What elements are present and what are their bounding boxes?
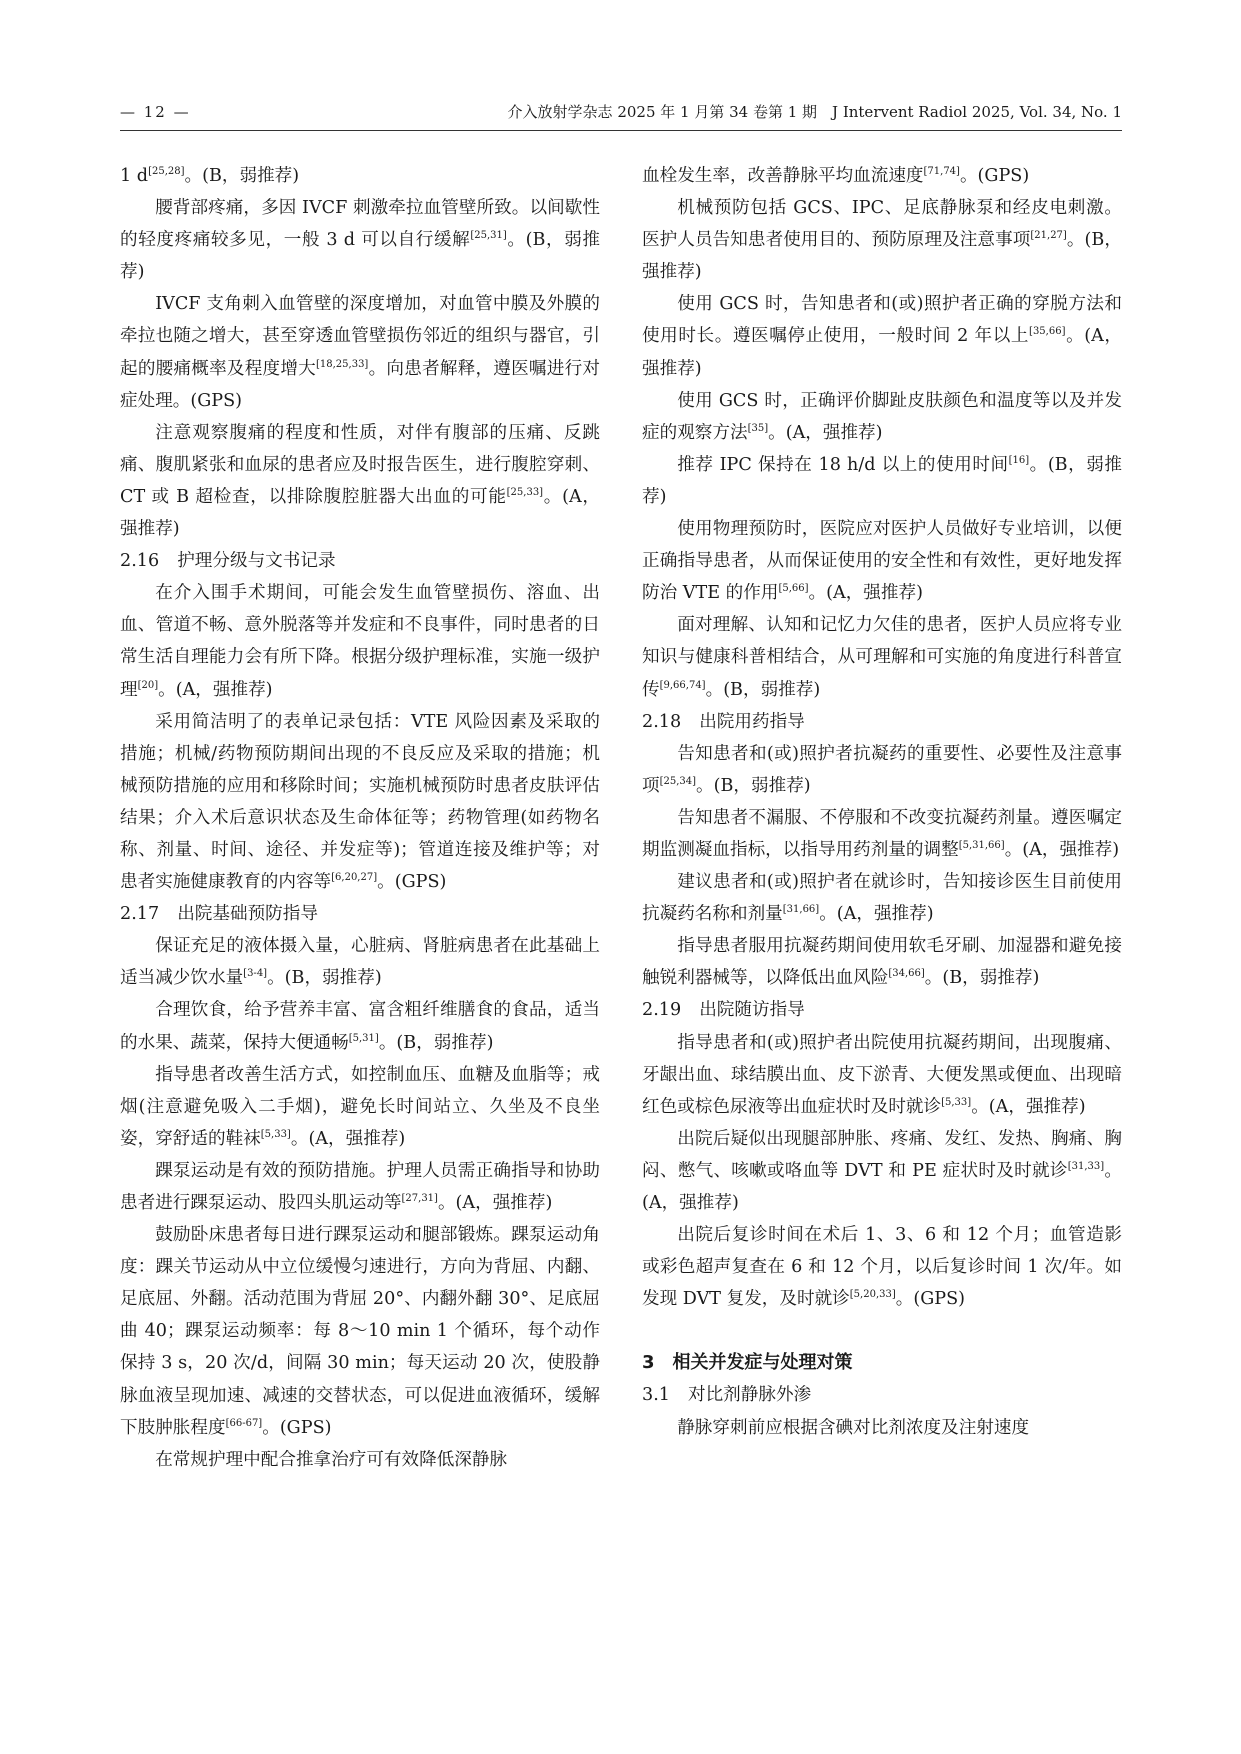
citation-ref: [66-67]: [225, 1417, 263, 1429]
paragraph: 在介入围手术期间，可能会发生血管壁损伤、溶血、出血、管道不畅、意外脱落等并发症和不良事件，同时患者的日常生活自理能力会有所下降。根据分级护理标准，实施一级护理[20]。(A，强推荐): [120, 583, 600, 700]
section-heading-3: 3 相关并发症与处理对策: [642, 1352, 853, 1374]
citation-ref: [5,33]: [941, 1096, 972, 1108]
citation-ref: [20]: [137, 679, 159, 691]
paragraph: 注意观察腹痛的程度和性质，对伴有腹部的压痛、反跳痛、腹肌紧张和血尿的患者应及时报告医生，进行腹腔穿刺、CT 或 B 超检查，以排除腹腔脏器大出血的可能[25,33]。(A，强推荐): [120, 422, 601, 540]
paragraph: 踝泵运动是有效的预防措施。护理人员需正确指导和协助患者进行踝泵运动、股四头肌运动等[27,31]。(A，强推荐): [120, 1160, 600, 1213]
paragraph: 在常规护理中配合推拿治疗可有效降低深静脉: [155, 1449, 508, 1470]
paragraph: 血栓发生率，改善静脉平均血流速度[71,74]。(GPS): [642, 166, 1030, 186]
citation-ref: [21,27]: [1030, 230, 1067, 242]
paragraph: 保证充足的液体摄入量，心脏病、肾脏病患者在此基础上适当减少饮水量[3-4]。(B，弱推荐): [120, 936, 600, 989]
citation-ref: [35,66]: [1029, 326, 1066, 338]
citation-ref: [31,33]: [1067, 1160, 1105, 1172]
paragraph: 推荐 IPC 保持在 18 h/d 以上的使用时间[16]。(B，弱推荐): [642, 454, 1123, 507]
citation-ref: [18,25,33]: [316, 358, 369, 370]
citation-ref: [6,20,27]: [331, 872, 378, 884]
citation-ref: [27,31]: [401, 1193, 438, 1204]
paragraph: 出院后复诊时间在术后 1、3、6 和 12 个月；血管造影或彩色超声复查在 6 和 12 个月，以后复诊时间 1 次/年。如发现 DVT 复发，及时就诊[5,20,33]。(GPS): [642, 1225, 1122, 1310]
paragraph: 指导患者服用抗凝药期间使用软毛牙刷、加湿器和避免接触锐利器械等，以降低出血风险[34,66]。(B，弱推荐): [642, 936, 1122, 989]
paragraph: 合理饮食，给予营养丰富、富含粗纤维膳食的食品，适当的水果、蔬菜，保持大便通畅[5,31]。(B，弱推荐): [120, 1000, 600, 1053]
citation-ref: [3-4]: [243, 968, 268, 980]
paragraph: 使用 GCS 时，正确评价脚趾皮肤颜色和温度等以及并发症的观察方法[35]。(A，强推荐): [642, 390, 1122, 443]
running-header: [120, 100, 1122, 124]
header-rule: [120, 130, 1122, 131]
paragraph: 机械预防包括 GCS、IPC、足底静脉泵和经皮电刺激。医护人员告知患者使用目的、预防原理及注意事项[21,27]。(B，强推荐): [642, 198, 1122, 283]
citation-ref: [35]: [747, 422, 769, 434]
citation-ref: [5,33]: [260, 1128, 291, 1140]
section-heading-2-18: 2.18 出院用药指导: [642, 711, 805, 732]
paragraph: 采用简洁明了的表单记录包括：VTE 风险因素及采取的措施；机械/药物预防期间出现的不良反应及采取的措施；机械预防措施的应用和移除时间；实施机械预防时患者皮肤评估结果；介入术后意识状态及生命体征等；药物管理(如药物名称、剂量、时间、途径、并发症等)；管道连接及维护等；对患者实施健康教育的内容等[6,20,27]。(GPS): [120, 711, 600, 893]
citation-ref: [5,66]: [778, 583, 809, 595]
citation-ref: [71,74]: [923, 166, 960, 177]
citation-ref: [5,20,33]: [849, 1289, 896, 1301]
citation-ref: [5,31,66]: [958, 839, 1005, 851]
citation-ref: [25,28]: [148, 166, 185, 177]
citation-ref: [25,31]: [470, 230, 507, 242]
paragraph: 腰背部疼痛，多因 IVCF 刺激牵拉血管壁所致。以间歇性的轻度疼痛较多见，一般 3 d 可以自行缓解[25,31]。(B，弱推荐): [120, 198, 600, 283]
paragraph: 指导患者和(或)照护者出院使用抗凝药期间，出现腹痛、牙龈出血、球结膜出血、皮下淤青、大便发黑或便血、出现暗红色或棕色尿液等出血症状时及时就诊[5,33]。(A，强推荐): [642, 1032, 1122, 1117]
citation-ref: [31,66]: [782, 904, 820, 916]
paragraph: 告知患者不漏服、不停服和不改变抗凝药剂量。遵医嘱定期监测凝血指标，以指导用药剂量的调整[5,31,66]。(A，强推荐): [642, 807, 1122, 860]
paragraph: 静脉穿刺前应根据含碘对比剂浓度及注射速度: [677, 1417, 1030, 1438]
paragraph: 鼓励卧床患者每日进行踝泵运动和腿部锻炼。踝泵运动角度：踝关节运动从中立位缓慢匀速进行，方向为背屈、内翻、足底屈、外翻。活动范围为背屈 20°、内翻外翻 30°、足底屈曲 40；踝泵运动频率：每 8～10 min 1 个循环，每个动作保持 3 s，20 次/d，间隔 30 min；每天运动 20 次，使股静脉血液呈现加速、减速的交替状态，可以促进血液循环，缓解下肢肿胀程度[66-67]。(GPS): [120, 1225, 600, 1438]
section-heading-3-1: 3.1 对比剂静脉外渗: [642, 1385, 812, 1406]
citation-ref: [16]: [1008, 454, 1030, 466]
paragraph: 指导患者改善生活方式，如控制血压、血糖及血脂等；戒烟(注意避免吸入二手烟)，避免长时间站立、久坐及不良坐姿，穿舒适的鞋袜[5,33]。(A，强推荐): [120, 1064, 600, 1149]
paragraph: 1 d[25,28]。(B，弱推荐): [120, 166, 300, 186]
citation-ref: [9,66,74]: [659, 679, 706, 691]
right-column: [642, 160, 1122, 1444]
left-column: [120, 160, 600, 1476]
paragraph: 出院后疑似出现腿部肿胀、疼痛、发红、发热、胸痛、胸闷、憋气、咳嗽或咯血等 DVT 和 PE 症状时及时就诊[31,33]。(A，强推荐): [642, 1128, 1122, 1213]
citation-ref: [5,31]: [348, 1032, 379, 1044]
citation-ref: [25,34]: [659, 775, 697, 787]
paragraph: 面对理解、认知和记忆力欠佳的患者，医护人员应将专业知识与健康科普相结合，从可理解和可实施的角度进行科普宣传[9,66,74]。(B，弱推荐): [642, 615, 1122, 700]
journal-citation: 介入放射学杂志 2025 年 1 月第 34 卷第 1 期 J Intervent Radiol 2025, Vol. 34, No. 1: [507, 103, 1122, 121]
section-heading-2-16: 2.16 护理分级与文书记录: [120, 551, 336, 572]
section-heading-2-19: 2.19 出院随访指导: [642, 1000, 805, 1021]
paragraph: 使用 GCS 时，告知患者和(或)照护者正确的穿脱方法和使用时长。遵医嘱停止使用，一般时间 2 年以上[35,66]。(A，强推荐): [642, 294, 1122, 379]
paragraph: IVCF 支角刺入血管壁的深度增加，对血管中膜及外膜的牵拉也随之增大，甚至穿透血管壁损伤邻近的组织与器官，引起的腰痛概率及程度增大[18,25,33]。向患者解释，遵医嘱进行对症处理。(GPS): [120, 294, 600, 411]
page-number: — 12 —: [120, 103, 191, 121]
section-heading-2-17: 2.17 出院基础预防指导: [120, 904, 318, 925]
citation-ref: [25,33]: [506, 486, 544, 498]
paragraph: 告知患者和(或)照护者抗凝药的重要性、必要性及注意事项[25,34]。(B，弱推荐): [642, 743, 1122, 796]
paragraph: 使用物理预防时，医院应对医护人员做好专业培训，以便正确指导患者，从而保证使用的安全性和有效性，更好地发挥防治 VTE 的作用[5,66]。(A，强推荐): [642, 519, 1122, 604]
citation-ref: [34,66]: [888, 968, 925, 980]
paragraph: 建议患者和(或)照护者在就诊时，告知接诊医生目前使用抗凝药名称和剂量[31,66]。(A，强推荐): [642, 872, 1122, 925]
